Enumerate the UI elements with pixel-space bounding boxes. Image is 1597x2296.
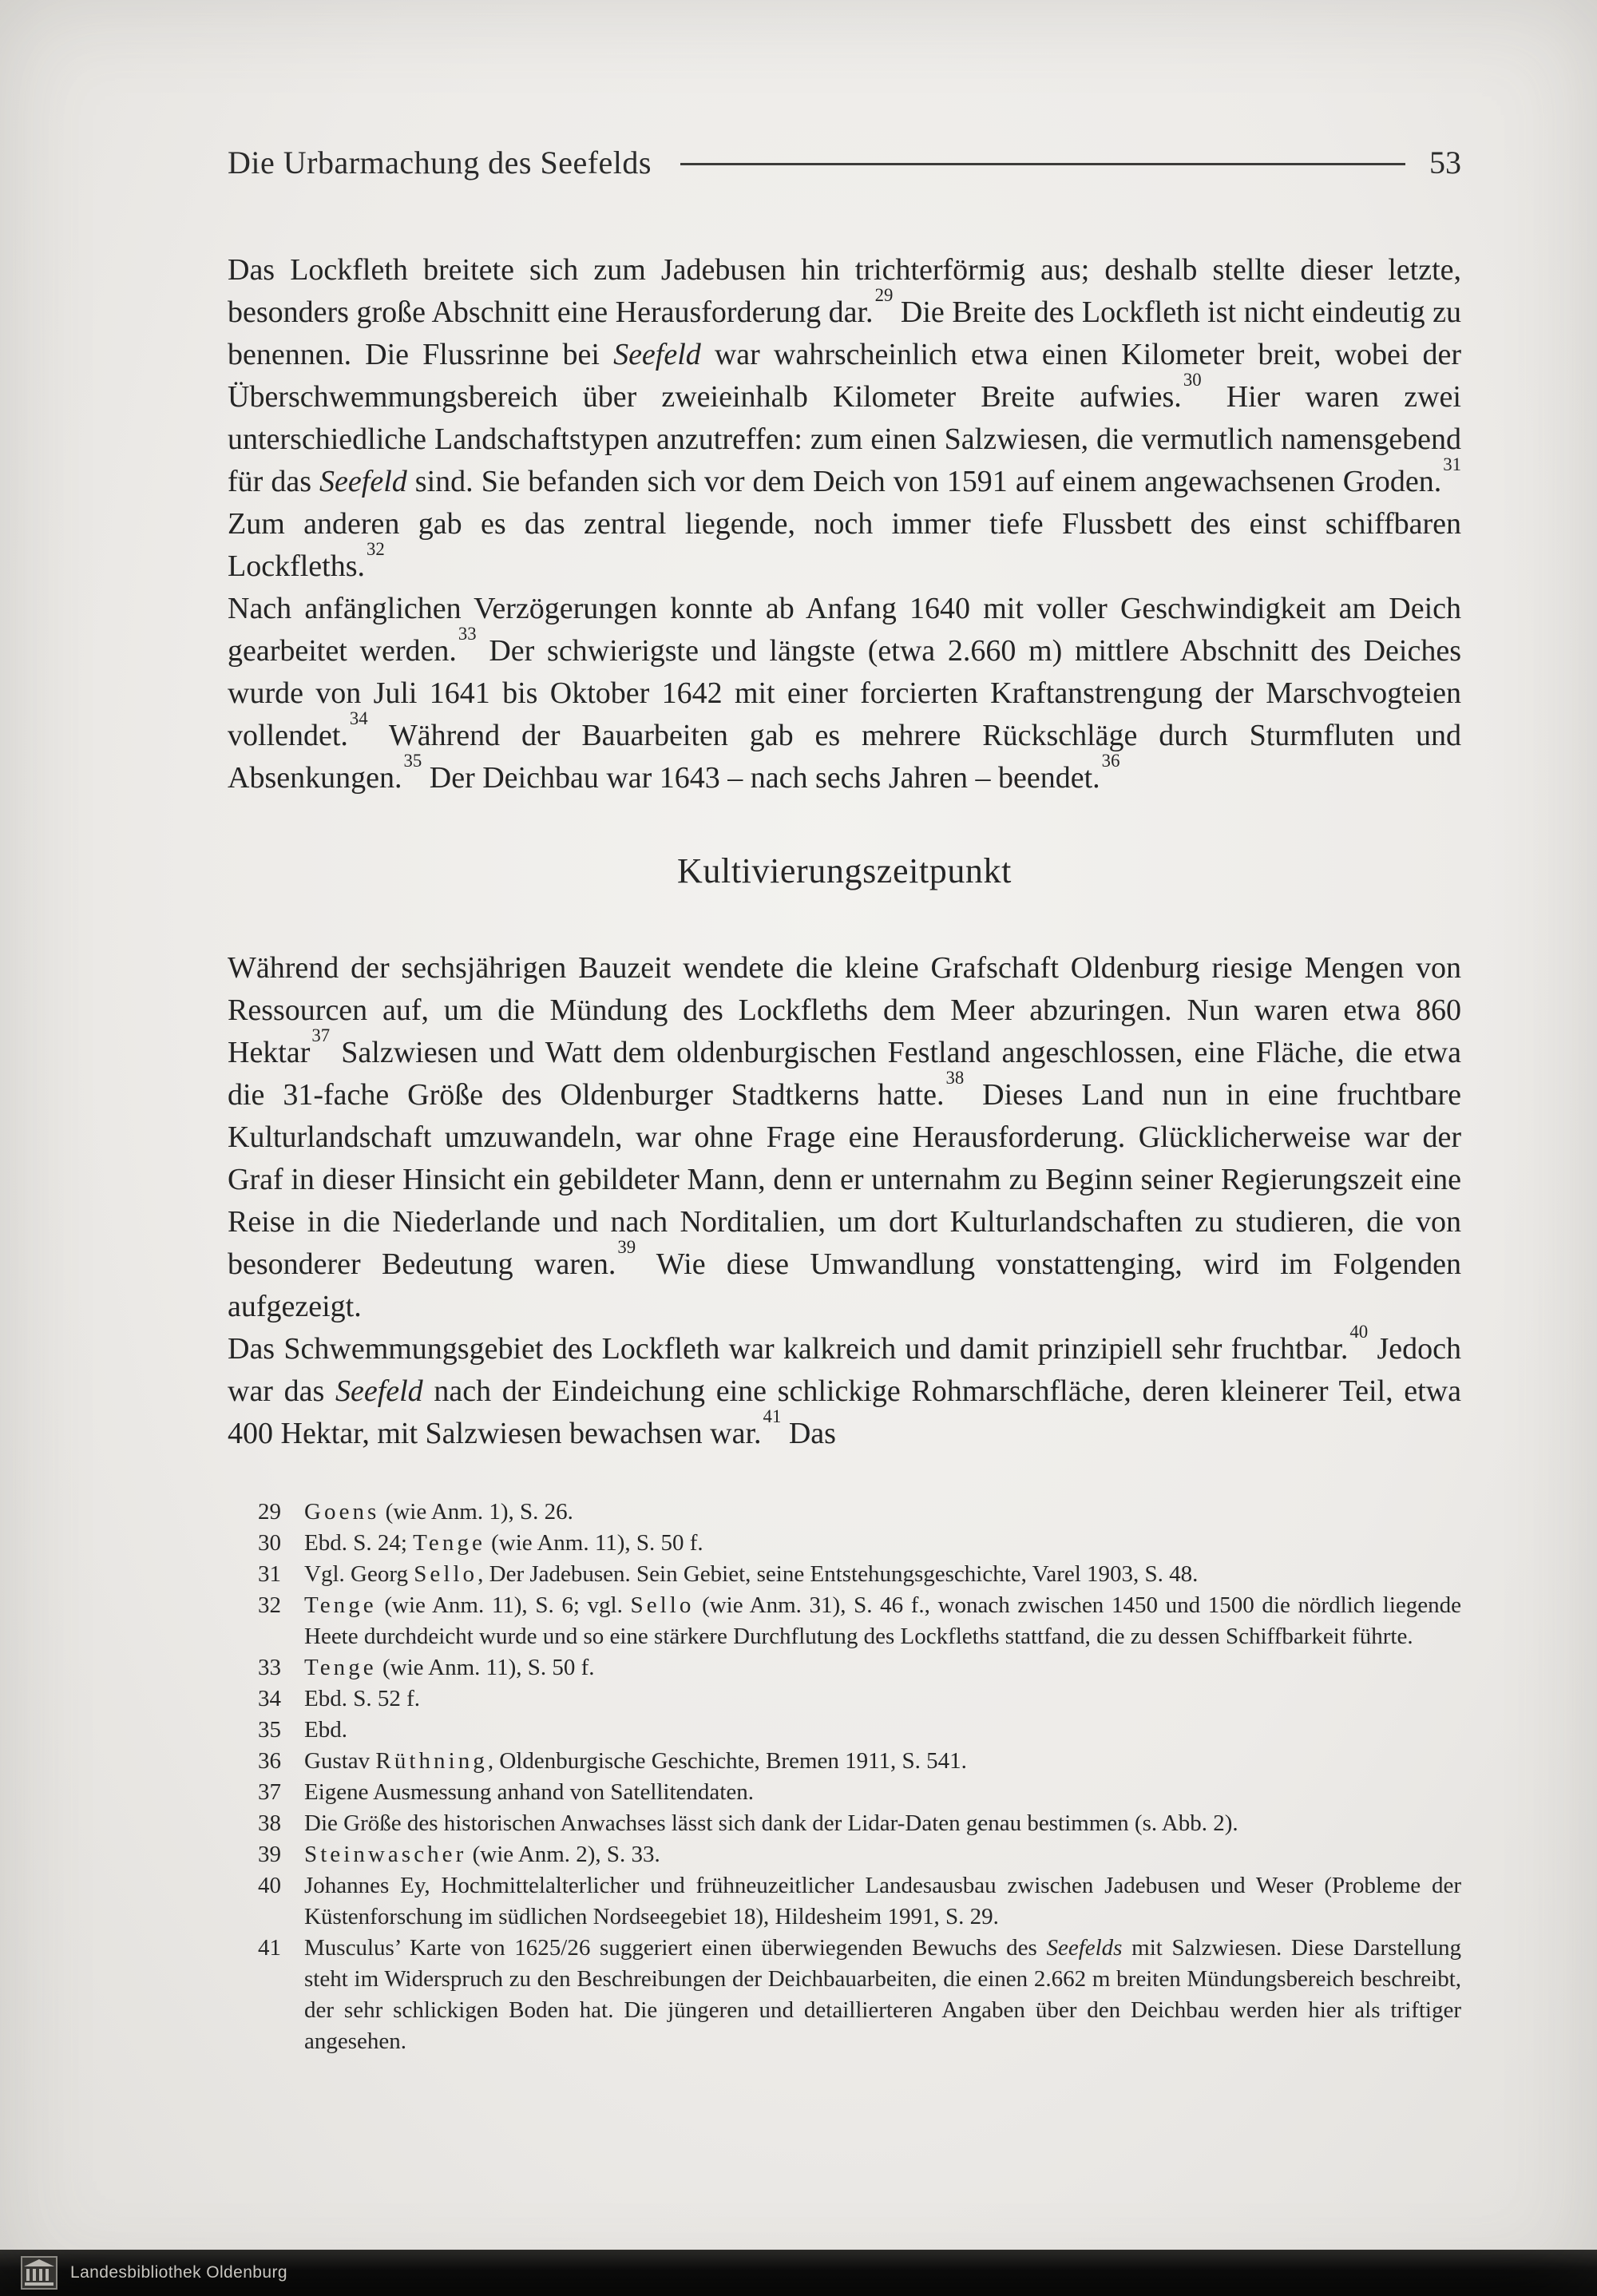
text-run: nach der Eindeichung eine schlickige Rohmarschfläche, deren kleinerer Teil, etwa 400 Hektar, mit Salzwiesen bewachsen war. — [228, 1374, 1461, 1450]
text-run: sind. Sie befanden sich vor dem Deich von 1591 auf einem angewachsenen Groden. — [406, 465, 1442, 498]
footnote-number: 35 — [258, 1717, 281, 1743]
paragraph — [228, 249, 1461, 588]
text-run: Zum anderen gab es das zentral liegende, noch immer tiefe Flussbett des einst schiffbaren Lockfleths. — [228, 507, 1461, 583]
text-run: mit Salzwiesen. Diese Darstellung steht im Widerspruch zu den Beschreibungen der Deichbauarbeiten, die einen 2.662 m breiten Mündungsbereich beschreibt, der sehr schlickigen Boden hat. Die jüngeren und detaillierteren Angaben über den Deichbau werden hier als triftiger angesehen. — [304, 1935, 1461, 2054]
text-run: (wie Anm. 31), S. 46 f., wonach zwischen 1450 und 1500 die nördlich liegende Heete durchdeicht wurde und so eine stärkere Durchflutung des Lockfleths stattfand, die zu dessen Schiffbarkeit führte. — [304, 1592, 1461, 1649]
text-run: Die Größe des historischen Anwachses lässt sich dank der Lidar-Daten genau bestimmen (s. Abb. 2). — [304, 1810, 1238, 1836]
footnote — [258, 1839, 1461, 1870]
footnote-number: 38 — [258, 1810, 281, 1836]
footnote-number: 41 — [258, 1935, 281, 1961]
footnote-ref: 36 — [1101, 750, 1120, 771]
footnote-text — [304, 1652, 1461, 1683]
text-run: , Oldenburgische Geschichte, Bremen 1911, S. 541. — [487, 1748, 967, 1774]
footnote-ref: 33 — [458, 623, 477, 644]
text-run: Vgl. Georg — [304, 1561, 414, 1587]
body-text-top — [228, 249, 1461, 799]
footnote — [258, 1683, 1461, 1715]
text-run: Der Deichbau war 1643 – nach sechs Jahren – beendet. — [422, 761, 1100, 795]
footnote-number: 37 — [258, 1779, 281, 1805]
footnotes — [258, 1497, 1461, 2057]
footnote — [258, 1715, 1461, 1746]
footnote-number: 36 — [258, 1748, 281, 1774]
footnote-text — [304, 1933, 1461, 2057]
text-run: Ebd. S. 52 f. — [304, 1686, 420, 1711]
text-run: Nach anfänglichen Verzögerungen konnte ab Anfang 1640 mit voller Geschwindigkeit am Deich gearbeitet werden. — [228, 592, 1461, 668]
text-run: , Der Jadebusen. Sein Gebiet, seine Entstehungsgeschichte, Varel 1903, S. 48. — [478, 1561, 1199, 1587]
footnote — [258, 1808, 1461, 1839]
footnote-ref: 41 — [763, 1406, 782, 1426]
header-rule — [680, 163, 1405, 165]
footnote — [258, 1652, 1461, 1683]
footnote-number: 40 — [258, 1873, 281, 1898]
footnote — [258, 1590, 1461, 1652]
footnote-ref: 40 — [1349, 1321, 1369, 1342]
italic-text: Seefeld — [335, 1374, 423, 1408]
text-run: (wie Anm. 11), S. 50 f. — [376, 1655, 595, 1680]
footnote-text — [304, 1777, 1461, 1808]
footnote-number: 31 — [258, 1561, 281, 1587]
text-run: Während der Bauarbeiten gab es mehrere Rückschläge durch Sturmfluten und Absenkungen. — [228, 719, 1461, 795]
author-name: Tenge — [413, 1530, 485, 1556]
running-title: Die Urbarmachung des Seefelds — [228, 145, 652, 180]
author-name: Sello — [414, 1561, 478, 1587]
paragraph — [228, 1321, 1461, 1455]
footnote-ref: 35 — [403, 750, 422, 771]
author-name: Goens — [304, 1499, 380, 1525]
footnote-number: 29 — [258, 1499, 281, 1525]
text-run: Ebd. — [304, 1717, 347, 1743]
text-run: Hier waren zwei unterschiedliche Landschaftstypen anzutreffen: zum einen Salzwiesen, die vermutlich namensgebend für das — [228, 380, 1461, 498]
author-name: Rüthning — [375, 1748, 488, 1774]
footnote-text — [304, 1839, 1461, 1870]
footnote-number: 34 — [258, 1686, 281, 1711]
text-run: Die Breite des Lockfleth ist nicht eindeutig zu benennen. Die Flussrinne bei — [228, 295, 1461, 371]
footnote-ref: 38 — [945, 1067, 965, 1088]
library-label: Landesbibliothek Oldenburg — [70, 2263, 287, 2282]
text-run: Während der sechsjährigen Bauzeit wendete die kleine Grafschaft Oldenburg riesige Mengen von Ressourcen auf, um die Mündung des Lockfleths dem Meer abzuringen. Nun waren etwa 860 Hektar — [228, 951, 1461, 1069]
text-run: Salzwiesen und Watt dem oldenburgischen Festland angeschlossen, eine Fläche, die etwa die 31-fache Größe des Oldenburger Stadtkerns hatte. — [228, 1036, 1461, 1112]
text-run: (wie Anm. 1), S. 26. — [379, 1499, 573, 1525]
footnote-ref: 39 — [617, 1236, 636, 1257]
footnote-number: 32 — [258, 1592, 281, 1618]
footnote — [258, 1528, 1461, 1559]
author-name: Sello — [630, 1592, 695, 1618]
library-footer — [0, 2250, 1597, 2296]
footnote-number: 39 — [258, 1842, 281, 1867]
text-run: (wie Anm. 11), S. 6; vgl. — [376, 1592, 631, 1618]
author-name: Tenge — [304, 1592, 377, 1618]
footnote — [258, 1497, 1461, 1528]
text-run: Gustav — [304, 1748, 376, 1774]
text-run: Das Lockfleth breitete sich zum Jadebusen hin trichterförmig aus; deshalb stellte dieser letzte, besonders große Abschnitt eine Herausforderung dar. — [228, 253, 1461, 329]
author-name: Tenge — [304, 1655, 377, 1680]
author-name: Steinwascher — [304, 1842, 467, 1867]
footnote-text — [304, 1497, 1461, 1528]
footnote-ref: 32 — [367, 538, 385, 559]
footnote — [258, 1559, 1461, 1590]
footnote — [258, 1746, 1461, 1777]
footnote-text — [304, 1590, 1461, 1652]
footnote — [258, 1870, 1461, 1933]
footnote-ref: 29 — [874, 284, 894, 305]
page-header — [228, 144, 1461, 181]
paragraph — [228, 588, 1461, 799]
footnote-text — [304, 1683, 1461, 1715]
footnote-ref: 31 — [1443, 454, 1462, 474]
text-run: Musculus’ Karte von 1625/26 suggeriert einen überwiegenden Bewuchs des — [304, 1935, 1047, 1961]
text-run: Dieses Land nun in eine fruchtbare Kulturlandschaft umzuwandeln, war ohne Frage eine Herausforderung. Glücklicherweise war der Graf in dieser Hinsicht ein gebildeter Mann, denn er unternahm zu Beginn seiner Regierungszeit eine Reise in die Niederlande und nach Norditalien, um dort Kulturlandschaften zu studieren, die von besonderer Bedeutung waren. — [228, 1078, 1462, 1281]
footnote-text — [304, 1559, 1461, 1590]
footnote-number: 30 — [258, 1530, 281, 1556]
footnote-text — [304, 1870, 1461, 1933]
footnote-text — [304, 1528, 1461, 1559]
page-number: 53 — [1429, 145, 1461, 180]
text-run: Johannes Ey, Hochmittelalterlicher und frühneuzeitlicher Landesausbau zwischen Jadebusen und Weser (Probleme der Küstenforschung im südlichen Nordseegebiet 18), Hildesheim 1991, S. 29. — [304, 1873, 1461, 1929]
footnote — [258, 1933, 1461, 2057]
paragraph — [228, 947, 1461, 1328]
text-run: Der schwierigste und längste (etwa 2.660 m) mittlere Abschnitt des Deiches wurde von Juli 1641 bis Oktober 1642 mit einer forcierten Kraftanstrengung der Marschvogteien vollendet. — [228, 634, 1462, 752]
footnote-text — [304, 1808, 1461, 1839]
footnote — [258, 1777, 1461, 1808]
italic-text: Seefeld — [613, 338, 701, 371]
text-run: Eigene Ausmessung anhand von Satellitendaten. — [304, 1779, 754, 1805]
italic-text: Seefelds — [1046, 1935, 1123, 1961]
footnote-ref: 34 — [349, 708, 368, 728]
italic-text: Seefeld — [319, 465, 407, 498]
text-run: Wie diese Umwandlung vonstattenging, wird im Folgenden aufgezeigt. — [228, 1247, 1461, 1323]
text-run: (wie Anm. 2), S. 33. — [466, 1842, 660, 1867]
body-text-bottom — [228, 947, 1461, 1455]
footnote-ref: 37 — [311, 1025, 331, 1045]
text-run: Ebd. S. 24; — [304, 1530, 414, 1556]
text-run: (wie Anm. 11), S. 50 f. — [485, 1530, 703, 1556]
library-logo-icon — [21, 2256, 57, 2290]
section-heading: Kultivierungszeitpunkt — [677, 851, 1012, 890]
text-run: Jedoch war das — [228, 1332, 1461, 1408]
text-run: Das — [781, 1417, 836, 1450]
footnote-ref: 30 — [1183, 369, 1202, 390]
footnote-number: 33 — [258, 1655, 281, 1680]
text-run: Das Schwemmungsgebiet des Lockfleth war kalkreich und damit prinzipiell sehr fruchtbar. — [228, 1332, 1349, 1366]
footnote-text — [304, 1715, 1461, 1746]
text-run: war wahrscheinlich etwa einen Kilometer breit, wobei der Überschwemmungsbereich über zweieinhalb Kilometer Breite aufwies. — [228, 338, 1462, 414]
footnote-text — [304, 1746, 1461, 1777]
